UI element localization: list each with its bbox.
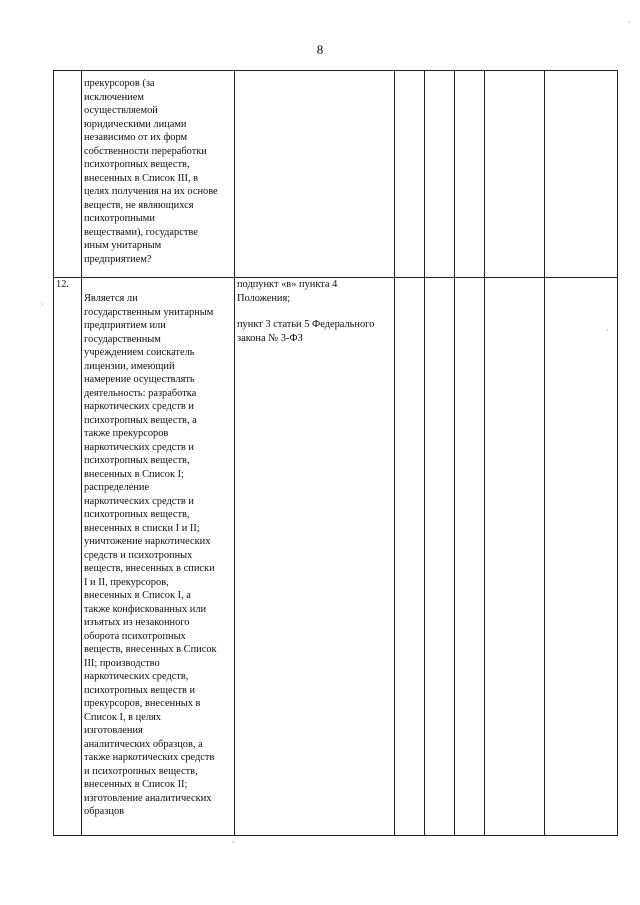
answer-na-cell [455, 71, 485, 278]
question-cell [82, 278, 235, 836]
checklist-table [53, 70, 618, 836]
answer-no-cell [425, 278, 455, 836]
legal-basis-text: подпункт «в» пункта 4 Положения; [237, 279, 338, 304]
answer-na-cell [455, 278, 485, 836]
question-text: прекурсоров (за исключением осуществляемой юридическими лицами независимо от их форм собственности переработки психотропных веществ, внесенных в Список III, в целях получения на их основе веществ, не являющихся психотропными веществами), государстве иным унитарным предприятием? [84, 78, 218, 265]
row-number-cell [54, 278, 82, 836]
scan-speck: · [232, 838, 235, 847]
table-row [54, 71, 618, 278]
question-cell [82, 71, 235, 278]
reason-cell [485, 278, 545, 836]
question-text: Является ли государственным унитарным предприятием или государственным учреждением соискатель лицензии, имеющий намерение осуществлять деятельность: разработка наркотических средств и психотропных веществ, а также прекурсоров наркотических средств и психотропных веществ, внесенных в Список I; распределение наркотических средств и психотропных веществ, внесенных в списки I и II; уничтожение наркотических средств и психотропных веществ, внесенных в списки I и II, прекурсоров, внесенных в Список I, а также конфискованных или изъятых из незаконного оборота психотропных веществ, внесенных в Список III; производство наркотических средств, психотропных веществ и прекурсоров, внесенных в Список I, в целях изготовления аналитических образцов, а также наркотических средств и психотропных веществ, внесенных в Список II; изготовление аналитических образцов [84, 293, 217, 817]
legal-basis-cell [235, 71, 395, 278]
table-row [54, 278, 618, 836]
note-cell [545, 278, 618, 836]
note-cell [545, 71, 618, 278]
scan-speck: · [606, 326, 609, 335]
scan-speck: · [628, 18, 631, 27]
answer-yes-cell [395, 278, 425, 836]
answer-yes-cell [395, 71, 425, 278]
legal-basis-cell [235, 278, 395, 836]
scan-speck: · [41, 300, 44, 309]
row-number-cell [54, 71, 82, 278]
reason-cell [485, 71, 545, 278]
answer-no-cell [425, 71, 455, 278]
row-number: 12. [56, 279, 69, 290]
legal-basis-text-2: пункт 3 статьи 5 Федерального закона № 3-ФЗ [237, 319, 375, 344]
page-number: 8 [316, 42, 324, 57]
